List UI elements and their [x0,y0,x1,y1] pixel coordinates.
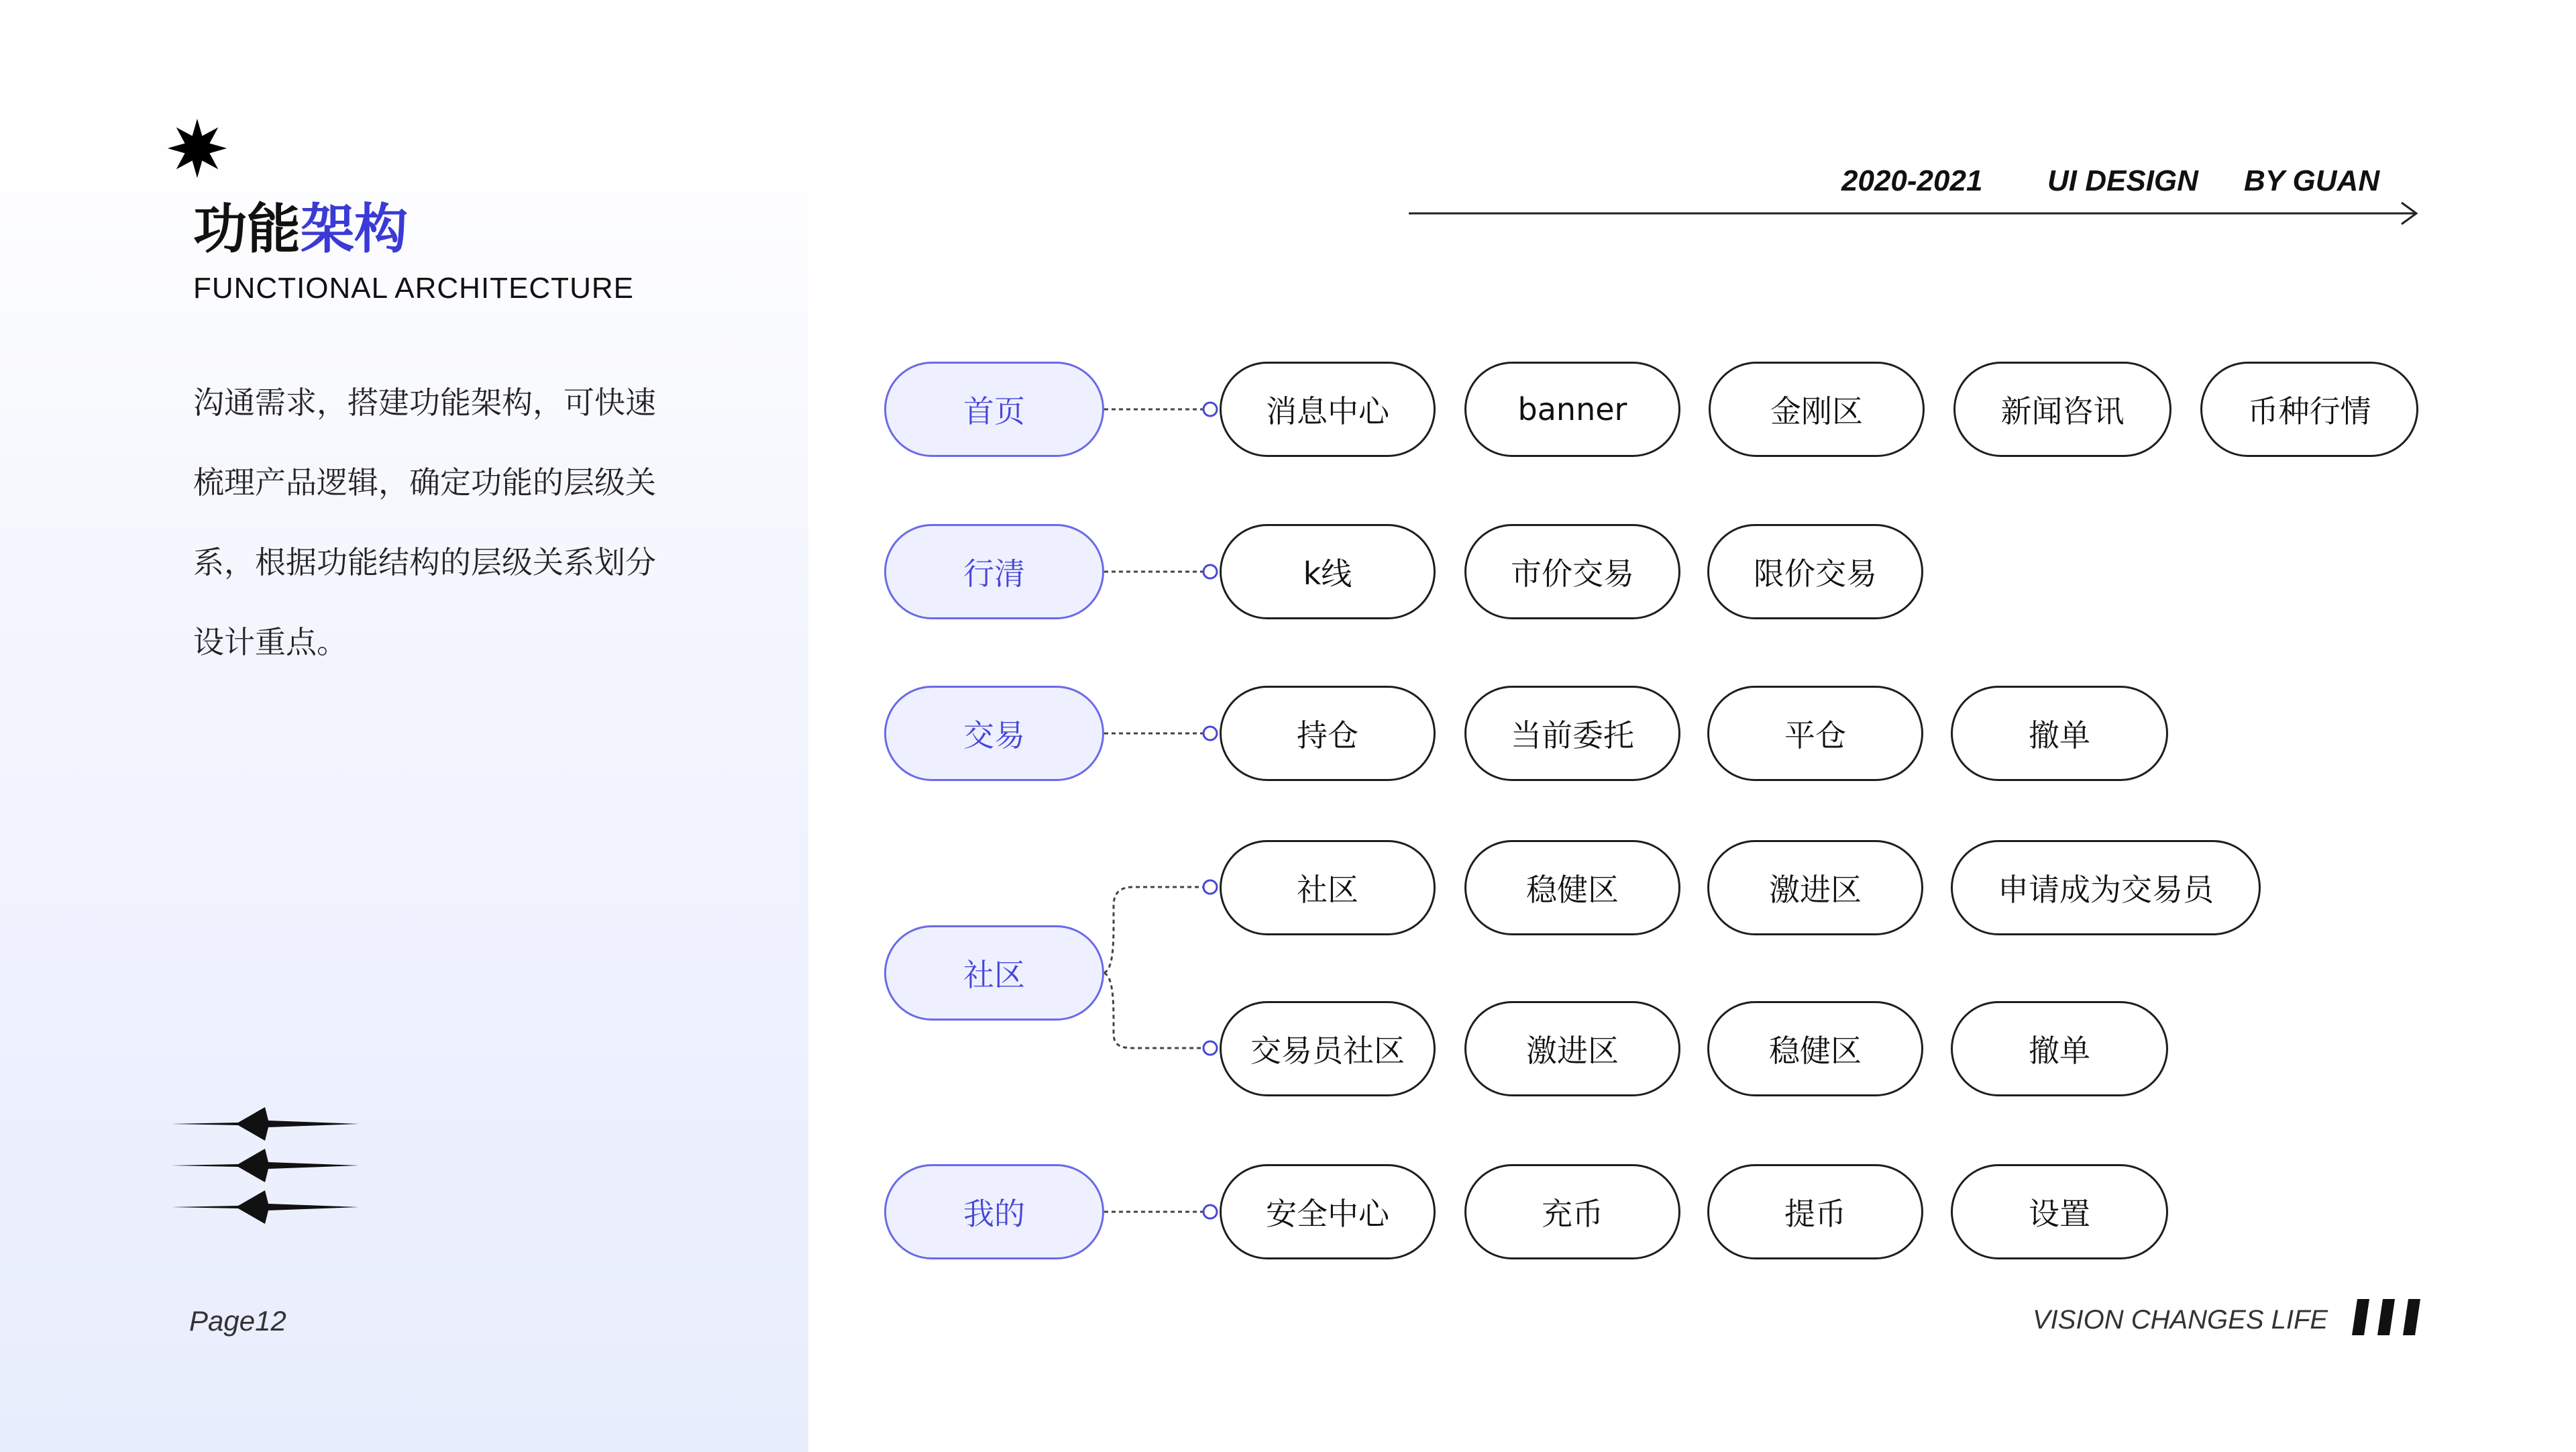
feature-node[interactable]: 新闻咨讯 [1953,362,2171,457]
feature-node[interactable]: 安全中心 [1220,1164,1436,1259]
header-year: 2020-2021 [1841,164,1983,197]
feature-node[interactable]: 限价交易 [1707,524,1923,619]
feature-node[interactable]: 平仓 [1707,686,1923,781]
feature-node[interactable]: 提币 [1707,1164,1923,1259]
sparkle-icon [171,1107,359,1141]
page-number: Page12 [189,1305,286,1337]
description-line: 沟通需求，搭建功能架构，可快速 [193,384,656,421]
feature-node[interactable]: 稳健区 [1464,840,1680,935]
feature-node[interactable]: 金刚区 [1709,362,1925,457]
category-trade[interactable]: 交易 [884,686,1104,781]
sparkle-icon [171,1149,359,1182]
header-arrow-line [1409,201,2422,225]
feature-node[interactable]: 消息中心 [1220,362,1436,457]
description-line: 梳理产品逻辑，确定功能的层级关 [193,464,656,501]
header-author: BY GUAN [2244,164,2380,197]
slanted-bars-icon [2349,1296,2423,1338]
title-accent-text: 架构 [301,198,408,260]
feature-node[interactable]: 交易员社区 [1220,1001,1436,1096]
category-home[interactable]: 首页 [884,362,1104,457]
page-title [193,196,408,263]
page-subtitle: FUNCTIONAL ARCHITECTURE [193,272,634,305]
category-mine[interactable]: 我的 [884,1164,1104,1259]
feature-node[interactable]: 社区 [1220,840,1436,935]
header-design: UI DESIGN [2047,164,2198,197]
feature-node[interactable]: 撤单 [1951,686,2168,781]
description-line: 设计重点。 [193,624,347,660]
feature-node[interactable]: k线 [1220,524,1436,619]
category-market[interactable]: 行清 [884,524,1104,619]
feature-node[interactable]: 充币 [1464,1164,1680,1259]
feature-node[interactable]: 市价交易 [1464,524,1680,619]
star-icon [166,117,228,179]
feature-node[interactable]: 币种行情 [2200,362,2418,457]
left-panel [0,114,808,1452]
title-dark-text: 功能 [193,198,301,260]
description-line: 系，根据功能结构的层级关系划分 [193,544,656,580]
feature-node[interactable]: 持仓 [1220,686,1436,781]
feature-node[interactable]: 稳健区 [1707,1001,1923,1096]
feature-node[interactable]: 设置 [1951,1164,2168,1259]
feature-node[interactable]: 激进区 [1707,840,1923,935]
feature-node[interactable]: 激进区 [1464,1001,1680,1096]
category-community[interactable]: 社区 [884,925,1104,1021]
footer-tagline: VISION CHANGES LIFE [2033,1305,2328,1335]
feature-node[interactable]: banner [1464,362,1680,457]
feature-node[interactable]: 当前委托 [1464,686,1680,781]
feature-node[interactable]: 申请成为交易员 [1951,840,2261,935]
feature-node[interactable]: 撤单 [1951,1001,2168,1096]
sparkle-icon [171,1190,359,1224]
